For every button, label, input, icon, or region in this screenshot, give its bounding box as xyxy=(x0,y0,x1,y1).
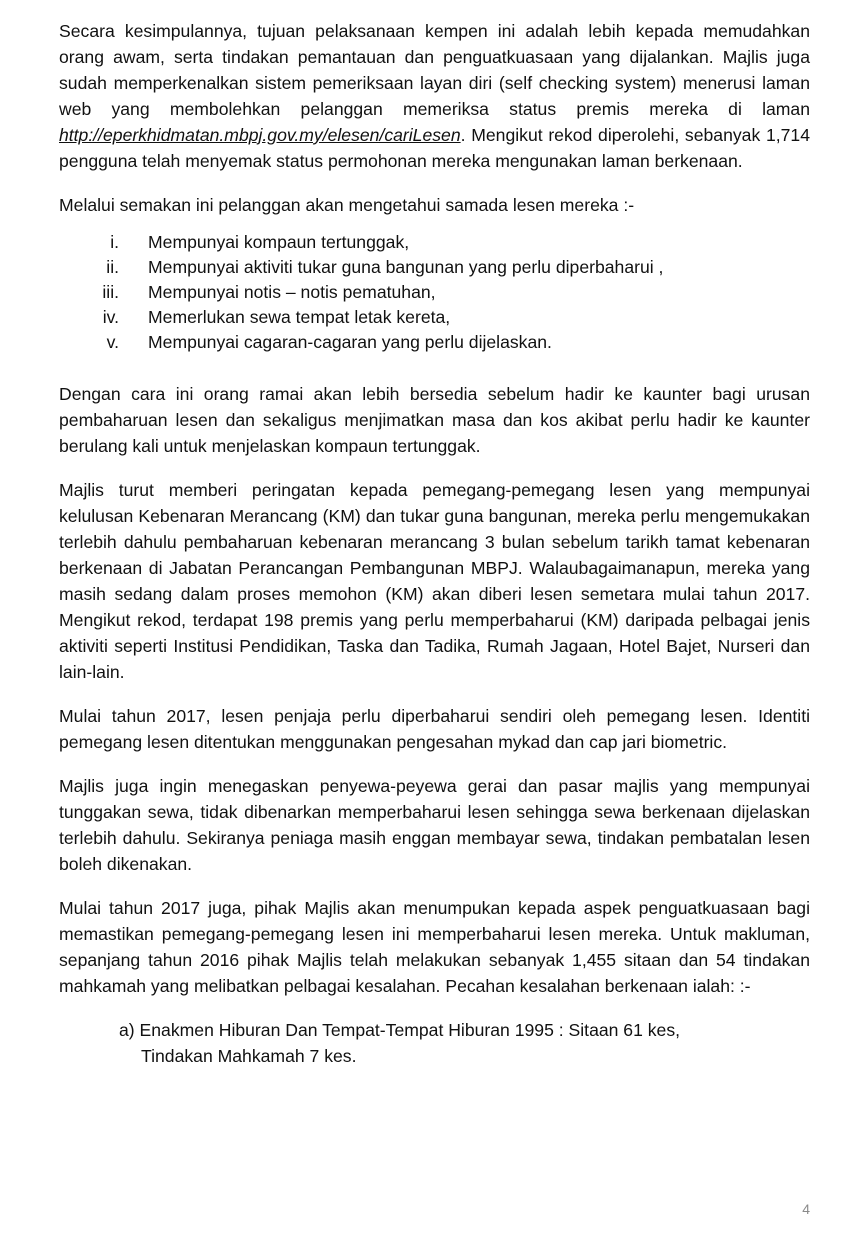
paragraph-conclusion-text: Secara kesimpulannya, tujuan pelaksanaan kempen ini adalah lebih kepada memudahkan orang awam, serta tindakan pemantauan dan penguatkuasaan yang dijalankan. Majlis juga sudah memperkenalkan sistem pemeriksaan layan diri (self checking system) menerusi laman web yang membolehkan pelanggan memeriksa status premis mereka di laman xyxy=(59,21,810,119)
paragraph-planning-permission: Majlis turut memberi peringatan kepada pemegang-pemegang lesen yang mempunyai kelulusan Kebenaran Merancang (KM) dan tukar guna bangunan, mereka perlu mengemukakan terlebih dahulu pembaharuan kebenaran merancang 3 bulan sebelum tarikh tamat kebenaran berkenaan di Jabatan Perancangan Pembangunan MBPJ. Walaubagaimanapun, mereka yang masih sedang dalam proses memohon (KM) akan diberi lesen semetara mulai tahun 2017. Mengikut rekod, terdapat 198 premis yang perlu memperbaharui (KM) daripada pelbagai jenis aktiviti seperti Institusi Pendidikan, Taska dan Tadika, Rumah Jagaan, Hotel Bajet, Nurseri dan lain-lain. xyxy=(59,480,810,682)
elesen-link[interactable]: http://eperkhidmatan.mbpj.gov.my/elesen/cariLesen xyxy=(59,125,461,145)
list-item xyxy=(59,280,810,305)
list-item-text: Memerlukan sewa tempat letak kereta, xyxy=(148,307,451,327)
paragraph-hawker-license: Mulai tahun 2017, lesen penjaja perlu diperbaharui sendiri oleh pemegang lesen. Identiti pemegang lesen ditentukan menggunakan pengesahan mykad dan cap jari biometric. xyxy=(59,706,810,752)
list-item-number: iv. xyxy=(102,307,119,327)
paragraph-rent-arrears: Majlis juga ingin menegaskan penyewa-peyewa gerai dan pasar majlis yang mempunyai tunggakan sewa, tidak dibenarkan memperbaharui lesen sehingga sewa berkenaan dijelaskan terlebih dahulu. Sekiranya peniaga masih enggan membayar sewa, tindakan pembatalan lesen boleh dikenakan. xyxy=(59,776,810,874)
paragraph-conclusion-text-end: . Mengikut rekod diperolehi, sebanyak 1,714 pengguna telah menyemak status permohonan mereka mengunakan laman berkenaan. xyxy=(59,125,810,171)
list-item-number: v. xyxy=(106,332,119,352)
list-item-text: Mempunyai kompaun tertunggak, xyxy=(148,232,410,252)
list-item-text: Mempunyai aktiviti tukar guna bangunan yang perlu diperbaharui , xyxy=(148,257,664,277)
check-results-list xyxy=(59,230,810,355)
list-item xyxy=(59,330,810,355)
list-item-number: i. xyxy=(110,232,119,252)
paragraph-counter-visit: Dengan cara ini orang ramai akan lebih bersedia sebelum hadir ke kaunter bagi urusan pembaharuan lesen dan sekaligus menjimatkan masa dan kos akibat perlu hadir ke kaunter berulang kali untuk menjelaskan kompaun tertunggak. xyxy=(59,384,810,456)
list-item xyxy=(59,305,810,330)
list-item-number: ii. xyxy=(106,257,119,277)
list-item xyxy=(59,255,810,280)
paragraph-conclusion xyxy=(59,18,810,174)
paragraph-enforcement: Mulai tahun 2017 juga, pihak Majlis akan menumpukan kepada aspek penguatkuasaan bagi memastikan pemegang-pemegang lesen ini memperbaharui lesen mereka. Untuk makluman, sepanjang tahun 2016 pihak Majlis telah melakukan sebanyak 1,455 sitaan dan 54 tindakan mahkamah yang melibatkan pelbagai kesalahan. Pecahan kesalahan berkenaan ialah: :- xyxy=(59,898,810,996)
list-item xyxy=(59,230,810,255)
page-number: 4 xyxy=(802,1201,810,1217)
list-item xyxy=(119,1017,810,1069)
list-item-text: Mempunyai notis – notis pematuhan, xyxy=(148,282,436,302)
list-item-number: iii. xyxy=(102,282,119,302)
list-item-text-continued: Tindakan Mahkamah 7 kes. xyxy=(141,1046,357,1066)
list-item-text: Mempunyai cagaran-cagaran yang perlu dijelaskan. xyxy=(148,332,552,352)
paragraph-checking-intro: Melalui semakan ini pelanggan akan mengetahui samada lesen mereka :- xyxy=(59,195,635,215)
offence-breakdown-list xyxy=(59,1017,810,1069)
list-item-text: a) Enakmen Hiburan Dan Tempat-Tempat Hiburan 1995 : Sitaan 61 kes, xyxy=(119,1020,681,1040)
